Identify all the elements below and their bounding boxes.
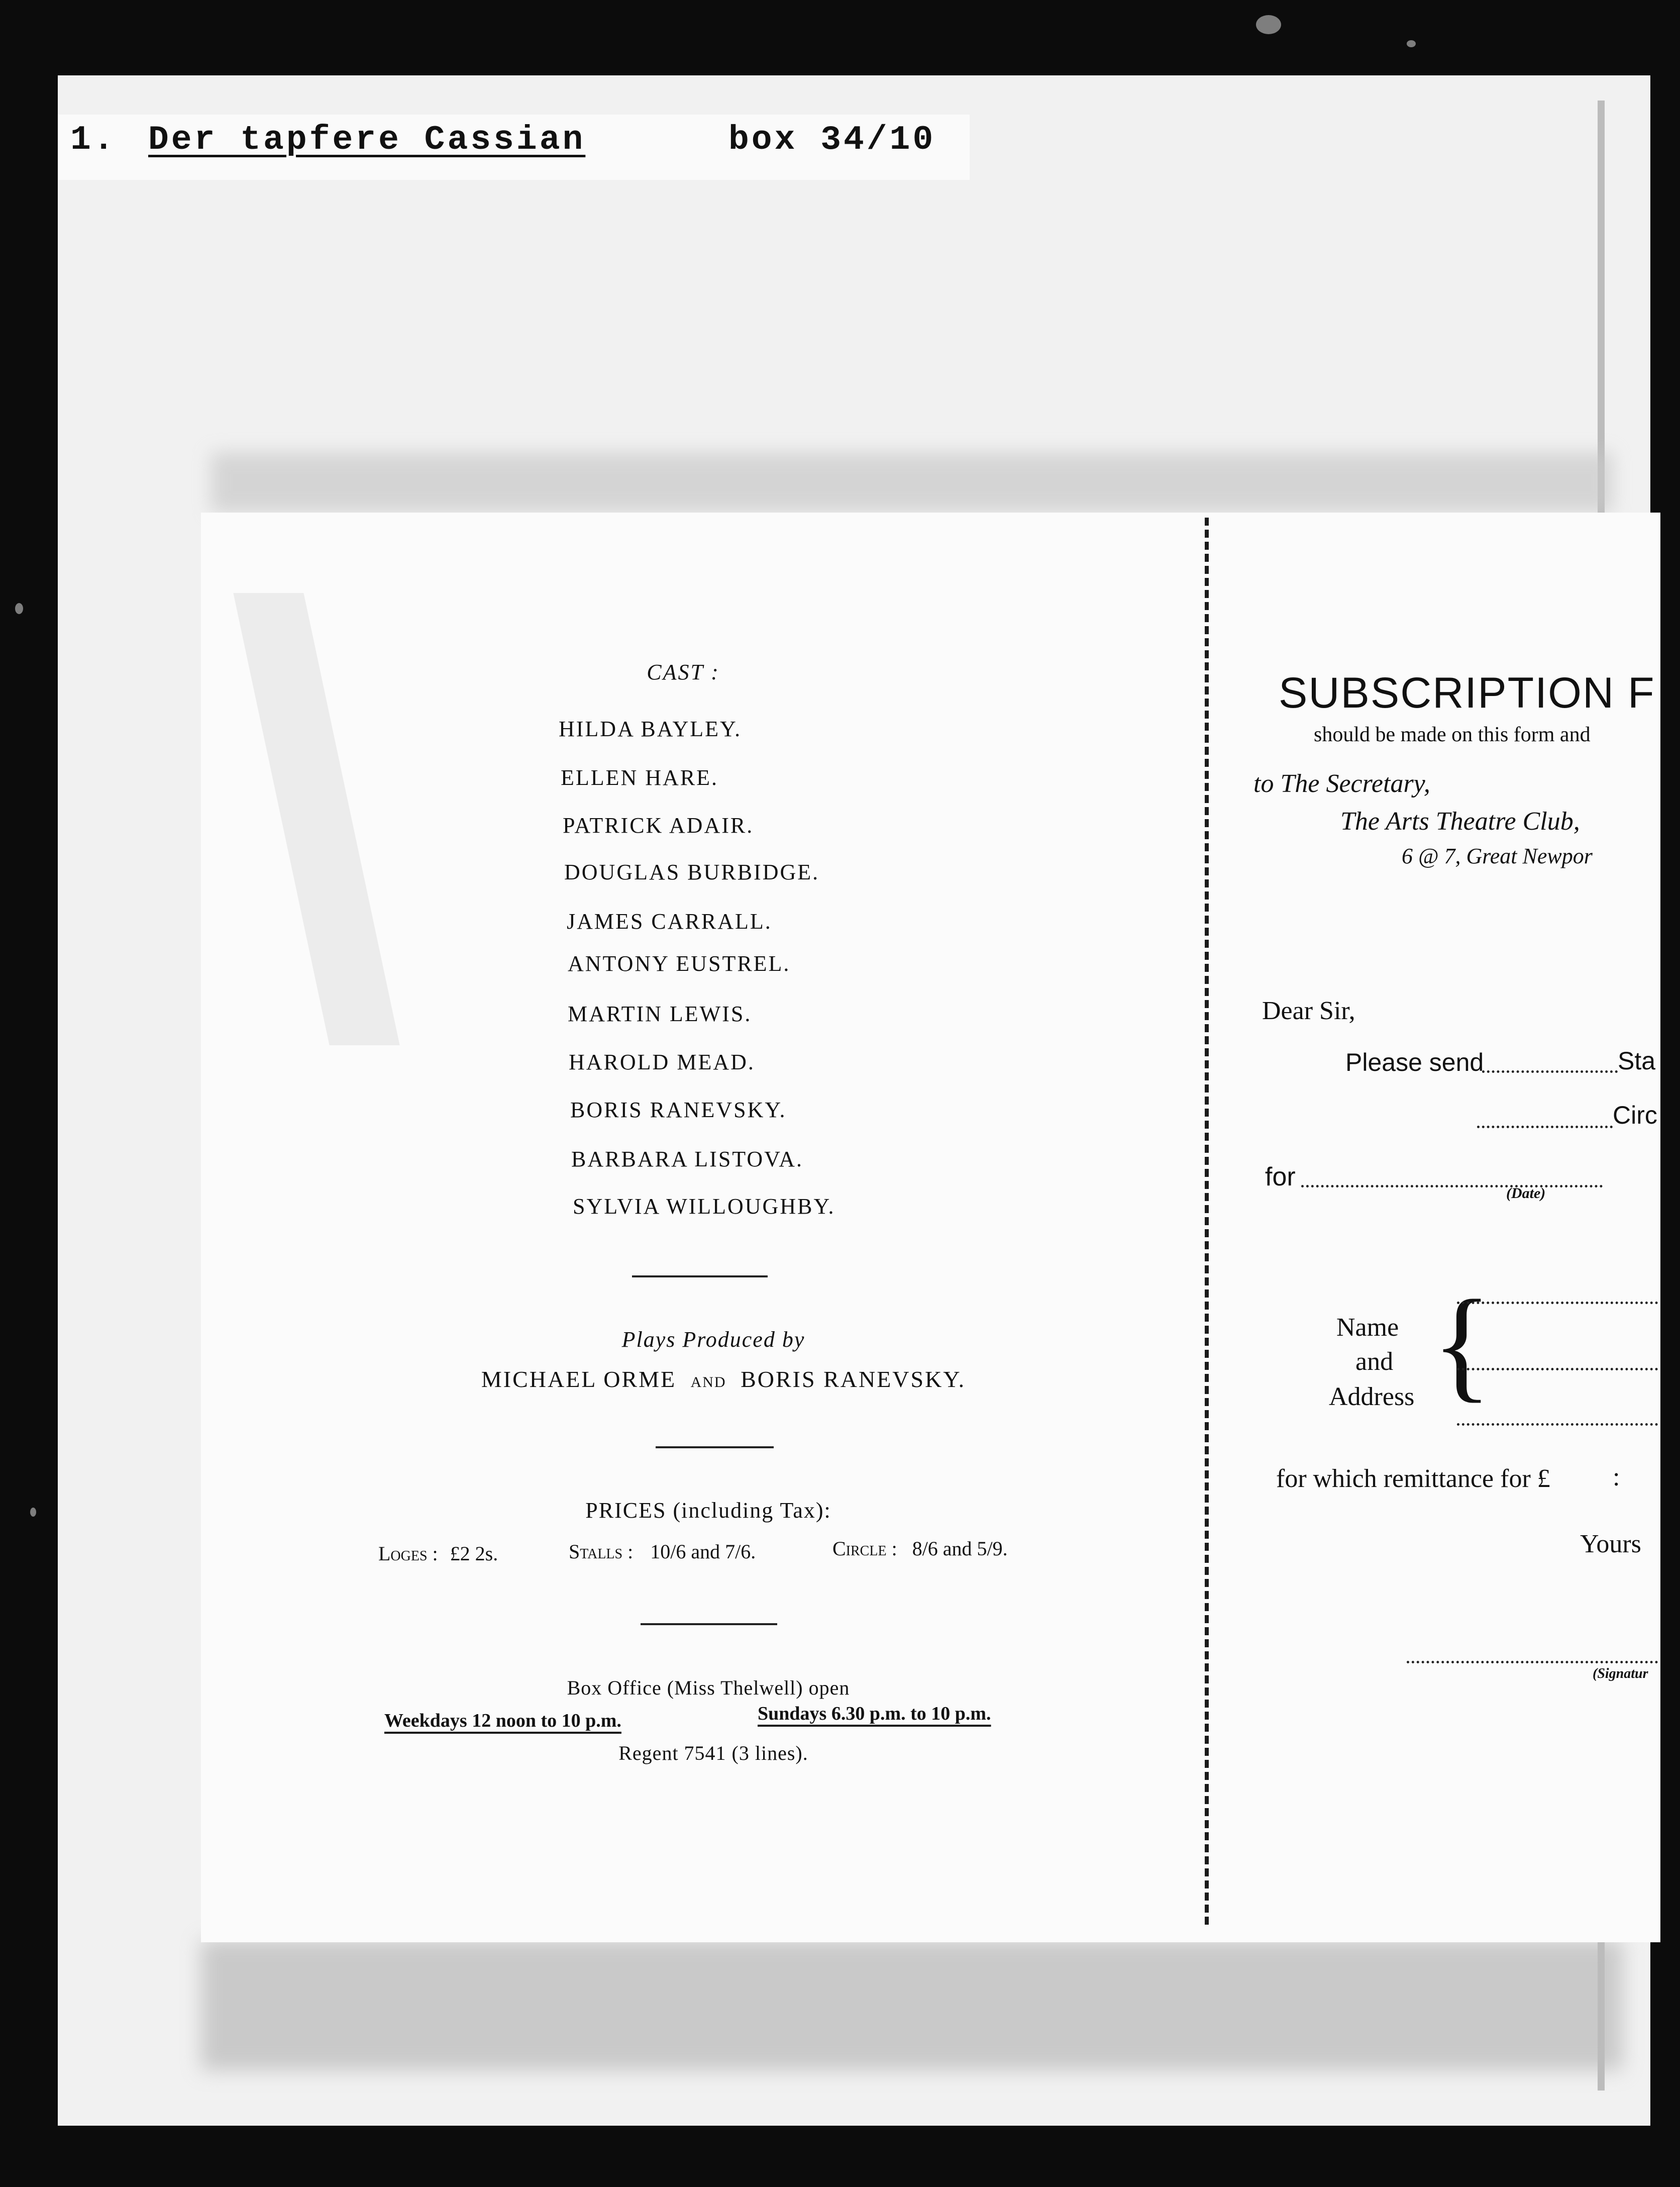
name-label: Name bbox=[1336, 1313, 1399, 1342]
form-subtitle: should be made on this form and bbox=[1314, 723, 1591, 746]
stalls-label: Stalls : bbox=[569, 1540, 634, 1563]
film-speck bbox=[1407, 40, 1416, 47]
form-club: The Arts Theatre Club, bbox=[1340, 807, 1580, 836]
name-address-line bbox=[1457, 1302, 1658, 1304]
producer-2: BORIS RANEVSKY. bbox=[741, 1366, 966, 1392]
label-title: Der tapfere Cassian bbox=[148, 121, 586, 159]
film-speck bbox=[30, 1508, 36, 1517]
section-rule bbox=[656, 1446, 774, 1448]
please-send-label: Please send bbox=[1345, 1048, 1484, 1076]
producers-names bbox=[442, 1366, 1005, 1393]
box-office-weekdays: Weekdays 12 noon to 10 p.m. bbox=[384, 1710, 621, 1731]
film-speck bbox=[15, 603, 23, 614]
section-rule bbox=[641, 1623, 777, 1625]
circle-value: 8/6 and 5/9. bbox=[912, 1537, 1008, 1560]
loges-value: £2 2s. bbox=[450, 1542, 498, 1565]
remittance-colon: : bbox=[1613, 1463, 1620, 1492]
name-address-line bbox=[1457, 1423, 1658, 1426]
stalls-value: 10/6 and 7/6. bbox=[650, 1540, 756, 1563]
cast-heading: CAST : bbox=[647, 660, 720, 684]
film-speck bbox=[1256, 15, 1281, 34]
circle-label: Circle : bbox=[832, 1537, 897, 1560]
box-office-phone: Regent 7541 (3 lines). bbox=[618, 1742, 808, 1764]
bottom-shadow bbox=[201, 1940, 1623, 2070]
cast-name: ANTONY EUSTREL. bbox=[568, 951, 791, 976]
cast-name: HAROLD MEAD. bbox=[569, 1050, 755, 1074]
catalogue-label-text bbox=[70, 121, 936, 275]
for-label: for bbox=[1265, 1162, 1296, 1191]
cast-name: JAMES CARRALL. bbox=[567, 909, 772, 934]
signature-hint: (Signatur bbox=[1593, 1666, 1648, 1681]
date-hint: (Date) bbox=[1506, 1185, 1546, 1202]
producers-heading: Plays Produced by bbox=[621, 1327, 805, 1352]
cast-name: DOUGLAS BURBIDGE. bbox=[564, 860, 820, 884]
cast-name: HILDA BAYLEY. bbox=[559, 717, 742, 741]
cast-name: BARBARA LISTOVA. bbox=[571, 1147, 804, 1171]
signature-line bbox=[1407, 1661, 1658, 1663]
form-title: SUBSCRIPTION F bbox=[1279, 669, 1655, 717]
form-to: to The Secretary, bbox=[1253, 769, 1430, 798]
name-address-line bbox=[1457, 1368, 1658, 1370]
perforation-line bbox=[1205, 518, 1209, 1925]
and-label: and bbox=[1355, 1347, 1394, 1376]
remittance-label: for which remittance for £ bbox=[1276, 1464, 1550, 1493]
cast-name: BORIS RANEVSKY. bbox=[570, 1098, 787, 1122]
yours-label: Yours bbox=[1580, 1530, 1641, 1558]
label-box-number: box 34/10 bbox=[728, 121, 936, 159]
label-number: 1. bbox=[70, 121, 117, 159]
cast-name: ELLEN HARE. bbox=[561, 765, 719, 790]
loges-label: Loges : bbox=[378, 1542, 438, 1565]
cast-name: SYLVIA WILLOUGHBY. bbox=[573, 1194, 835, 1219]
please-send-line bbox=[1482, 1070, 1618, 1073]
circle-partial: Circ bbox=[1613, 1101, 1657, 1129]
price-loges bbox=[378, 1542, 498, 1565]
form-address: 6 @ 7, Great Newpor bbox=[1402, 844, 1593, 868]
form-salutation: Dear Sir, bbox=[1262, 997, 1355, 1025]
producers-and: AND bbox=[690, 1374, 726, 1390]
date-line bbox=[1301, 1185, 1603, 1187]
sheet-shadow bbox=[211, 452, 1613, 513]
box-office-sundays: Sundays 6.30 p.m. to 10 p.m. bbox=[758, 1703, 991, 1724]
cast-name: PATRICK ADAIR. bbox=[563, 813, 754, 838]
price-circle bbox=[832, 1537, 1008, 1560]
producer-1: MICHAEL ORME bbox=[481, 1366, 677, 1392]
circle-line bbox=[1477, 1126, 1613, 1128]
box-office-line: Box Office (Miss Thelwell) open bbox=[567, 1676, 850, 1699]
prices-heading: PRICES (including Tax): bbox=[585, 1498, 831, 1523]
address-brace: { bbox=[1432, 1274, 1492, 1414]
price-stalls bbox=[569, 1540, 756, 1563]
address-label: Address bbox=[1329, 1382, 1415, 1411]
cast-name: MARTIN LEWIS. bbox=[568, 1002, 752, 1026]
section-rule bbox=[632, 1275, 768, 1277]
stalls-partial: Sta bbox=[1618, 1047, 1656, 1075]
